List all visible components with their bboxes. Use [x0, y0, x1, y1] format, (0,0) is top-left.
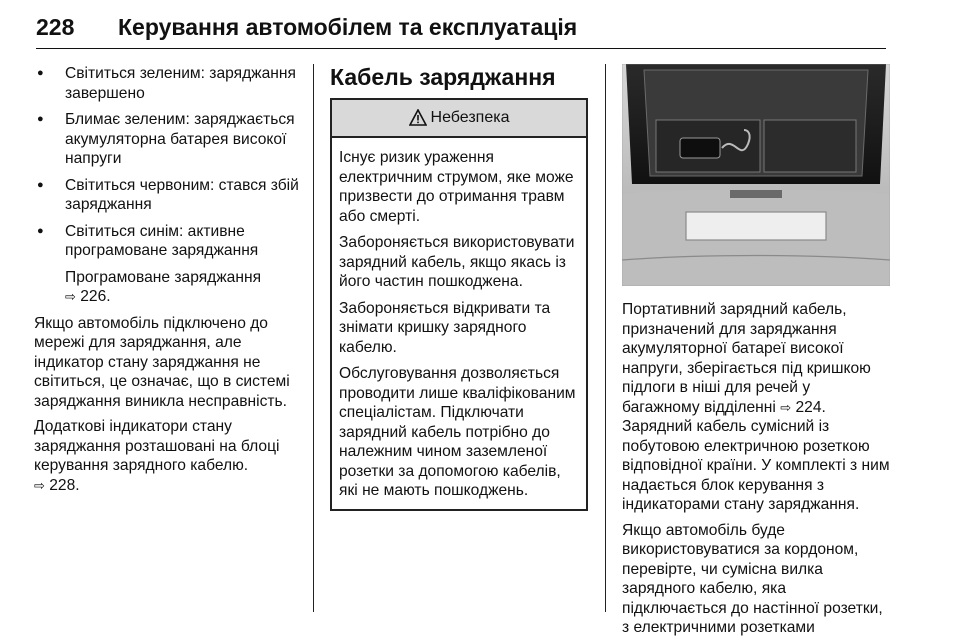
- paragraph: Якщо автомобіль підключено до мережі для заряджання, але індикатор стану заряджання не світиться, це означає, що в системі заряджання виникла несправність.: [34, 314, 290, 410]
- warning-paragraph: Забороняється відкривати та знімати кришку зарядного кабелю.: [339, 299, 551, 356]
- programmed-charging-note: [34, 268, 302, 307]
- page-ref-arrow-icon: ⇨: [780, 399, 792, 415]
- caption-paragraph: [622, 300, 892, 515]
- section-title: Кабель заряджання: [330, 64, 556, 90]
- page-reference-link[interactable]: 226.: [80, 288, 111, 305]
- warning-paragraph: Забороняється використовувати зарядний кабель, якщо якась із його частин пошкоджена.: [339, 234, 575, 290]
- caption-text: Зарядний кабель сумісний із побутовою електричною розеткою відповідної країни. У комплекті з ним надається блок керування з індикаторами стану заряджання.: [622, 418, 890, 513]
- paragraph-text: Додаткові індикатори стану заряджання розташовані на блоці керування зарядного кабелю.: [34, 418, 280, 474]
- warning-box: [330, 98, 588, 511]
- warning-paragraph: Обслуговування дозволяється проводити лише кваліфікованим спеціалістам. Підключати зарядний кабель потрібно до належним чином заземленої розетки за допомогою кабелів, які не мають пошкоджень.: [339, 365, 576, 499]
- warning-header: [332, 100, 586, 138]
- list-item: ● Світиться червоним: стався збій заряджання: [34, 176, 302, 215]
- paragraph: Якщо автомобіль буде використовуватися за кордоном, перевірте, чи сумісна вилка зарядного кабелю, яка підключається до настінної розетки, з електричними розетками: [622, 521, 883, 636]
- column-1: [34, 64, 302, 501]
- warning-heading: Небезпека: [430, 109, 510, 126]
- warning-paragraph: Існує ризик ураження електричним струмом, яке може призвести до отримання травм або смерті.: [339, 149, 574, 225]
- page-reference-link[interactable]: 228.: [49, 476, 80, 494]
- page-title: Керування автомобілем та експлуатація: [118, 14, 578, 40]
- column-3: [622, 64, 892, 644]
- page-ref-arrow-icon: ⇨: [65, 289, 76, 304]
- note-text: Програмоване заряджання: [65, 268, 262, 286]
- page-header: [36, 14, 908, 46]
- list-item: ● Блимає зеленим: заряджається акумуляторна батарея високої напруги: [34, 110, 302, 169]
- list-item: ● Світиться зеленим: заряджання завершено: [34, 64, 302, 103]
- warning-body: [332, 138, 586, 509]
- warning-triangle-icon: [409, 104, 427, 140]
- column-2: [330, 64, 588, 511]
- list-item: ● Світиться синім: активне програмоване заряджання: [34, 222, 302, 261]
- page-reference-link[interactable]: 224.: [795, 398, 826, 416]
- header-divider: [36, 48, 886, 49]
- page-ref-arrow-icon: ⇨: [34, 477, 45, 493]
- column-divider: [313, 64, 314, 612]
- page-number: 228: [36, 14, 75, 40]
- cargo-compartment-photo: [622, 64, 890, 286]
- column-divider: [605, 64, 606, 612]
- paragraph: [34, 417, 302, 495]
- caption-text: Портативний зарядний кабель, призначений для заряджання акумуляторної батареї високої напруги, зберігається під кришкою підлоги в ніші для речей у багажному відділенні: [622, 301, 871, 416]
- photo-caption: [622, 300, 892, 638]
